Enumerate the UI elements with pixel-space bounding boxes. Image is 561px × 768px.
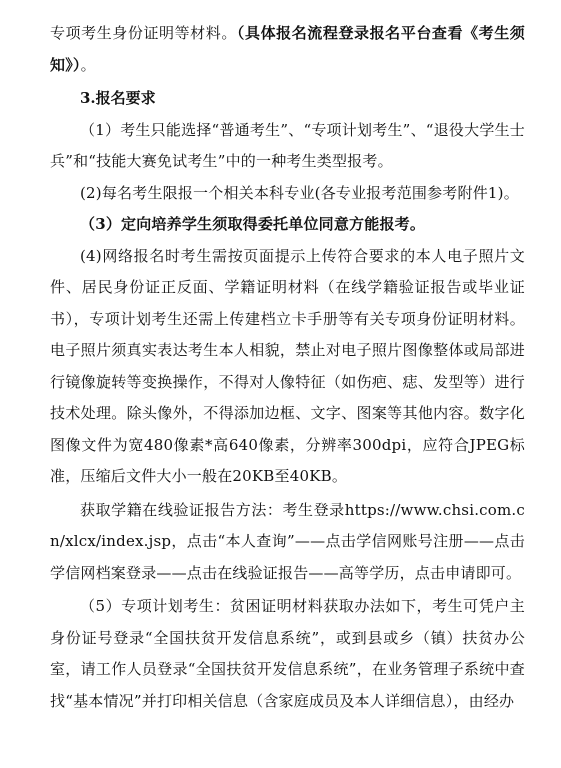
requirement-1: （1）考生只能选择“普通考生”、“专项计划考生”、“退役大学生士兵”和“技能大赛免试考生”中的一种考生类型报考。 — [50, 120, 525, 170]
intro-paragraph — [50, 18, 525, 81]
requirement-5: （5）专项计划考生：贫困证明材料获取办法如下，考生可凭户主身份证号登录“全国扶贫开发信息系统”，或到县或乡（镇）扶贫办公室，请工作人员登录“全国扶贫开发信息系统”，在业务管理子系统中查找“基本情况”并打印相关信息（含家庭成员及本人详细信息），由经办 — [50, 597, 525, 710]
intro-text: 专项考生身份证明等材料。 — [50, 24, 237, 42]
requirement-4: (4)网络报名时考生需按页面提示上传符合要求的本人电子照片文件、居民身份证正反面、学籍证明材料（在线学籍验证报告或毕业证书），专项计划考生还需上传建档立卡手册等有关专项身份证明材料。电子照片须真实表达考生本人相貌，禁止对电子照片图像整体或局部进行镜像旋转等变换操作，不得对人像特征（如伤疤、痣、发型等）进行技术处理。除头像外，不得添加边框、文字、图案等其他内容。数字化图像文件为宽480像素*高640像素，分辨率300dpi，应符合JPEG标准，压缩后文件大小一般在20KB至40KB。 — [50, 246, 525, 485]
intro-end: 。 — [80, 55, 96, 74]
intro-bold-note: （具体报名流程登录报名平台查看《考生须知》） — [50, 24, 525, 74]
requirement-2: (2)每名考生限报一个相关本科专业(各专业报考范围参考附件1)。 — [80, 183, 519, 202]
requirement-3: （3）定向培养学生须取得委托单位同意方能报考。 — [80, 215, 426, 233]
xueji-method: 获取学籍在线验证报告方法：考生登录https://www.chsi.com.cn/xlcx/index.jsp，点击“本人查询”——点击学信网账号注册——点击学信网档案登录——点击在线验证报告——高等学历，点击申请即可。 — [50, 500, 525, 582]
section-heading: 3.报名要求 — [80, 89, 156, 107]
